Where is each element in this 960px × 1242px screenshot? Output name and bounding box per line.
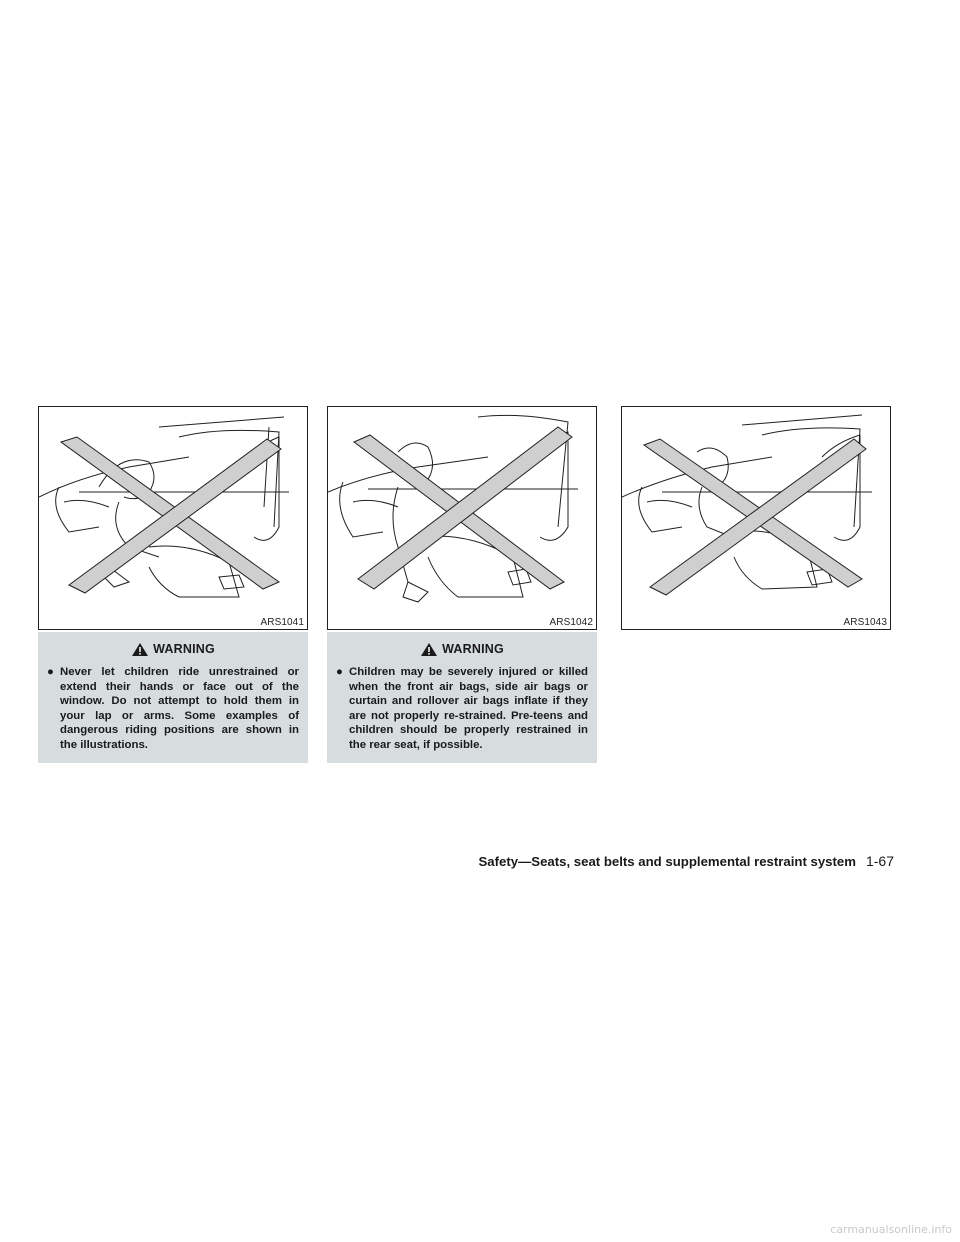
warning-list: [47, 665, 299, 753]
warning-header: [47, 638, 299, 660]
bullet-dot-icon: ●: [336, 666, 343, 678]
figure-id: ARS1041: [260, 617, 304, 628]
warning-title: WARNING: [442, 642, 504, 656]
warning-triangle-icon: [131, 642, 149, 657]
car-interior-illustration: [328, 407, 597, 630]
warning-triangle-icon: [420, 642, 438, 657]
watermark: carmanualsonline.info: [830, 1223, 952, 1236]
bullet-dot-icon: ●: [47, 666, 54, 678]
warning-box: [38, 632, 308, 763]
illustration-figure-2: [327, 406, 597, 630]
page-number: 1-67: [865, 853, 894, 869]
warning-item: [336, 665, 588, 753]
warning-list: [336, 665, 588, 753]
figure-id: ARS1042: [549, 617, 593, 628]
warning-item-text: Never let children ride unrestrained or extend their hands or face out of the window. Do not attempt to hold them in your lap or arms. Some examples of dangerous riding positions are shown in the illustrations.: [60, 666, 299, 751]
car-interior-illustration: [622, 407, 891, 630]
section-title: Safety—Seats, seat belts and supplemental restraint system: [478, 854, 856, 869]
warning-header: [336, 638, 588, 660]
warning-item: [47, 665, 299, 753]
warning-box: [327, 632, 597, 763]
page-footer: [479, 853, 895, 869]
warning-title: WARNING: [153, 642, 215, 656]
illustration-figure-3: [621, 406, 891, 630]
car-interior-illustration: [39, 407, 308, 630]
warning-item-text: Children may be severely injured or killed when the front air bags, side air bags or curtain and rollover air bags inflate if they are not properly re-strained. Pre-teens and children should be properly restrained in the rear seat, if possible.: [349, 666, 588, 751]
figure-id: ARS1043: [843, 617, 887, 628]
illustration-figure-1: [38, 406, 308, 630]
